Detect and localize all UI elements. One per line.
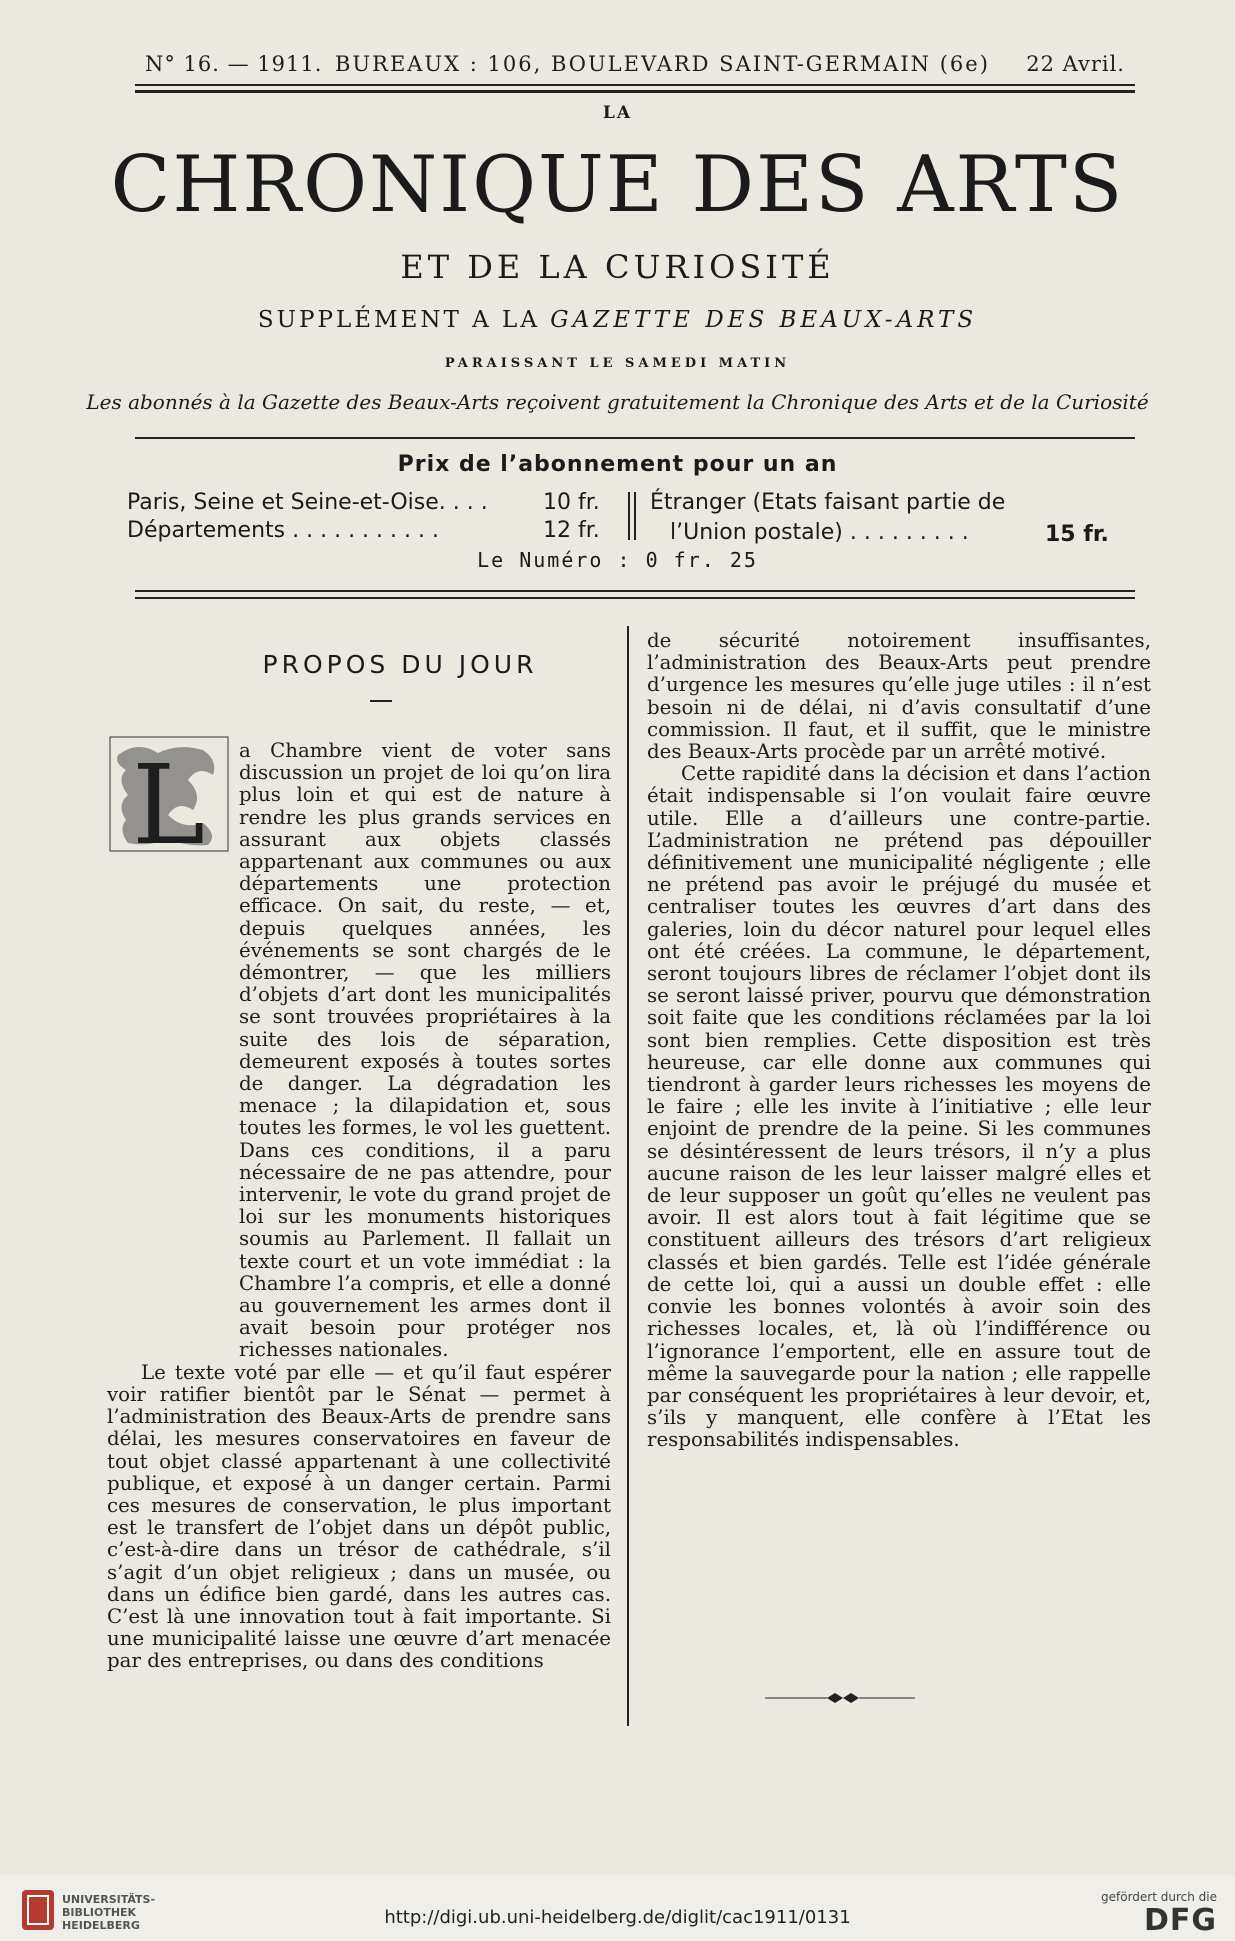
rule-above-prices <box>135 437 1135 439</box>
column-left <box>107 740 611 1673</box>
parution-line: PARAISSANT LE SAMEDI MATIN <box>444 356 791 371</box>
issue-date: 22 Avril. <box>1026 52 1125 76</box>
numero-price: Le Numéro : 0 fr. 25 <box>477 548 758 572</box>
bureaux-address: BUREAUX : 106, BOULEVARD SAINT-GERMAIN (6e) <box>335 52 990 76</box>
paragraph-1-text: a Chambre vient de voter sans discussion un projet de loi qu’on lira plus loin et qui est de nature à rendre les plus grands services en assurant aux objets classés appartenant aux communes ou aux départements une protection efficace. On sait, du reste, — et, depuis quelques années, les événements se sont chargés de le démontrer, — que les milliers d’objets d’art dont les municipalités se sont trouvées propriétaires à la suite des lois de séparation, demeurent exposés à toutes sortes de danger. La dégradation les menace ; la dilapidation et, sous toutes les formes, le vol les guettent. Dans ces conditions, il a paru nécessaire de ne pas attendre, pour intervenir, le vote du grand projet de loi sur les monuments historiques soumis au Parlement. Il fallait un texte court et un vote immédiat : la Chambre l’a compris, et elle a donné au gouvernement les armes dont il avait besoin pour protéger nos richesses nationales. <box>239 739 611 1362</box>
abonnes-line: Les abonnés à la Gazette des Beaux-Arts reçoivent gratuitement la Chronique des Arts et de la Curiosité <box>86 390 1149 414</box>
article-title: PROPOS DU JOUR <box>262 650 538 679</box>
price-departements-label: Départements . . . . . . . . . . . <box>127 518 439 543</box>
masthead-la: LA <box>602 103 633 123</box>
price-paris-value: 10 fr. <box>543 490 600 515</box>
subscription-heading: Prix de l’abonnement pour un an <box>397 452 838 477</box>
price-divider-2 <box>634 492 636 540</box>
price-paris-label: Paris, Seine et Seine-et-Oise. . . . <box>127 490 488 515</box>
running-header <box>135 52 1135 82</box>
header-rule-bottom <box>135 90 1135 93</box>
price-etranger-line1: Étranger (Etats faisant partie de <box>650 490 1006 515</box>
column-right <box>647 630 1151 1452</box>
paragraph-3: de sécurité notoirement insuffisantes, l’administration des Beaux-Arts peut prendre d’urgence les mesures qu’elle juge utiles : il n’est besoin ni de délai, ni d’avis consultatif d’une commission. Il faut, et il suffit, que le ministre des Beaux-Arts procède par un arrêté motivé. <box>647 629 1151 764</box>
lettrine-letter: L <box>132 741 206 853</box>
price-divider-1 <box>628 492 630 540</box>
masthead-title: CHRONIQUE DES ARTS <box>110 140 1125 230</box>
library-line-1: UNIVERSITÄTS- <box>62 1893 156 1906</box>
end-ornament <box>765 1690 915 1706</box>
title-dash <box>370 700 392 702</box>
source-url[interactable]: http://digi.ub.uni-heidelberg.de/diglit/cac1911/0131 <box>384 1907 851 1928</box>
paragraph-4: Cette rapidité dans la décision et dans l’action était indispensable si l’on voulait faire œuvre utile. Elle a d’ailleurs une contre-partie. L’administration ne prétend pas dépouiller définitivement une municipalité négligente ; elle ne prétend pas avoir le préjugé du musée et centraliser toutes les œuvres d’art dans des galeries, loin du décor naturel pour lequel elles ont été créées. La commune, le département, seront toujours libres de réclamer l’objet dont ils se seront laissé priver, pourvu que démonstration soit faite que les conditions réclamées par la loi sont bien remplies. Cette disposition est très heureuse, car elle donne aux communes qui tiendront à garder leurs richesses les moyens de le faire ; elle les invite à l’initiative ; elle leur enjoint de prendre de la peine. Si les communes se désintéressent de leurs trésors, il n’y a plus aucune raison de les leur laisser malgré elles et de leur supposer un goût qu’elles ne veulent pas avoir. Il est alors tout à fait légitime que se constituent ailleurs des trésors d’art religieux classés et bien gardés. Telle est l’idée générale de cette loi, qui a aussi un double effet : elle convie les bonnes volontés à avoir soin des richesses locales, et, là où l’indifférence ou l’ignorance l’emportent, elle en assure tout de même la sauvegarde pour la nation ; elle rappelle par conséquent les propriétaires à leur devoir, et, s’ils y manquent, elle confère à l’Etat les responsabilités indispensables. <box>647 762 1151 1452</box>
price-etranger-line2: l’Union postale) . . . . . . . . . <box>670 520 969 545</box>
rule-below-prices-1 <box>135 590 1135 592</box>
dfg-logo: DFG <box>1143 1903 1217 1938</box>
price-departements-value: 12 fr. <box>543 518 600 543</box>
library-line-3: HEIDELBERG <box>62 1919 140 1932</box>
column-divider <box>627 626 629 1726</box>
supplement-line <box>0 307 1235 333</box>
masthead-subtitle: ET DE LA CURIOSITÉ <box>400 248 835 286</box>
funding-note: gefördert durch die <box>1101 1890 1217 1904</box>
issue-number: N° 16. — 1911. <box>145 52 323 76</box>
paragraph-1 <box>107 740 611 1362</box>
price-etranger-value: 15 fr. <box>1045 522 1109 547</box>
gazette-name: GAZETTE DES BEAUX-ARTS <box>550 307 978 333</box>
supplement-prefix: SUPPLÉMENT A LA <box>257 307 551 333</box>
library-line-2: BIBLIOTHEK <box>62 1906 137 1919</box>
paragraph-2: Le texte voté par elle — et qu’il faut espérer voir ratifier bientôt par le Sénat — permet à l’administration des Beaux-Arts de prendre sans délai, les mesures conservatoires en faveur de tout objet classé appartenant à une collectivité publique, et exposé à un danger certain. Parmi ces mesures de conservation, le plus important est le transfert de l’objet dans un dépôt public, c’est-à-dire dans un trésor de cathédrale, s’il s’agit d’un objet religieux ; dans un musée, ou dans un édifice bien gardé, dans les autres cas. C’est là une innovation tout à fait importante. Si une municipalité laisse une œuvre d’art menacée par des entreprises, ou dans des conditions <box>107 1360 611 1673</box>
header-rule-top <box>135 84 1135 86</box>
rule-below-prices-2 <box>135 597 1135 599</box>
